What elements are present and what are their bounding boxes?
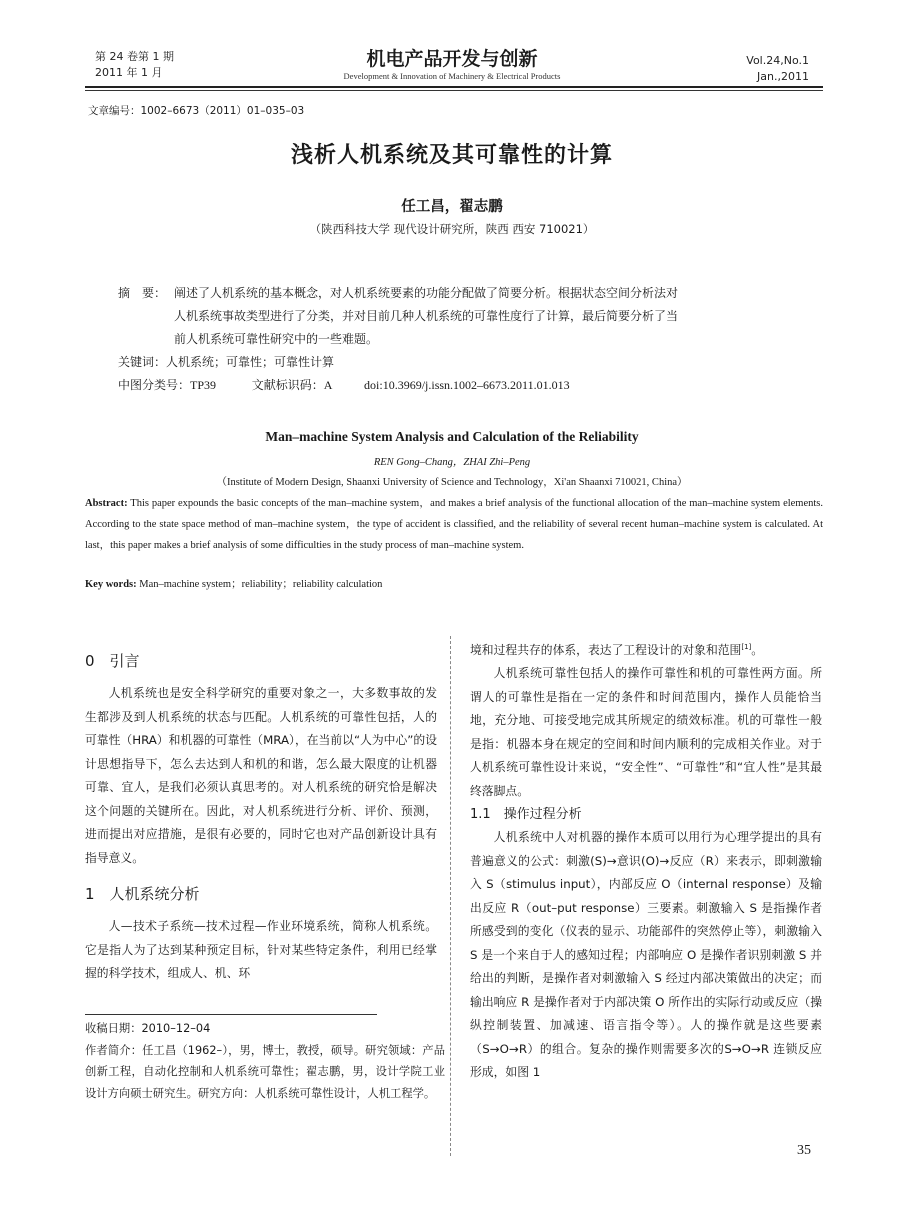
left-column bbox=[85, 646, 437, 986]
english-keywords-label: Key words: bbox=[85, 579, 137, 590]
abstract-line: 阐述了人机系统的基本概念，对人机系统要素的功能分配做了简要分析。根据状态空间分析法对 bbox=[174, 286, 679, 300]
english-authors: REN Gong–Chang，ZHAI Zhi–Peng bbox=[373, 457, 531, 468]
paragraph-end: 。 bbox=[751, 642, 764, 657]
column-divider bbox=[450, 636, 451, 1156]
abstract-label: 摘 要： bbox=[118, 286, 167, 300]
header-rule bbox=[85, 86, 823, 88]
journal-title-cn: 机电产品开发与创新 bbox=[366, 48, 538, 70]
section-heading: 1 人机系统分析 bbox=[85, 885, 200, 903]
keywords-label: 关键词： bbox=[118, 355, 167, 369]
doc-code-label: 文献标识码： bbox=[251, 378, 324, 392]
right-column bbox=[470, 636, 822, 1085]
english-abstract-label: Abstract: bbox=[85, 498, 128, 509]
received-date: 收稿日期：2010–12–04 bbox=[85, 1022, 211, 1035]
paragraph-text: 境和过程共存的体系，表达了工程设计的对象和范围 bbox=[470, 642, 742, 657]
page-number: 35 bbox=[797, 1143, 811, 1158]
author-bio: 作者简介：任工昌（1962–），男，博士，教授，硕导。研究领域：产品创新工程，自动化控制和人机系统可靠性；翟志鹏，男，设计学院工业设计方向硕士研究生。研究方向：人机系统可靠性设计，人机工程学。 bbox=[85, 1043, 445, 1100]
english-abstract bbox=[85, 493, 823, 556]
keywords-cn: 人机系统；可靠性；可靠性计算 bbox=[166, 355, 335, 369]
footnote-rule bbox=[85, 1014, 377, 1015]
paper-title: 浅析人机系统及其可靠性的计算 bbox=[290, 143, 613, 168]
paragraph: 人机系统中人对机器的操作本质可以用行为心理学提出的具有普遍意义的公式：刺激(S)→意识(O)→反应（R）来表示，即刺激输入 S（stimulus input），内部反应 O（internal response）及输出反应 R（out–put response）三要素。刺激输入 S 是指操作者所感受到的变化（仪表的显示、功能部件的突然停止等），刺激输入 S 是一个来自于人的感知过程；内部响应 O 是操作者识别刺激 S 并给出的判断，是操作者对刺激输入 S 经过内部决策做出的决定；而输出响应 R 是操作者对于内部决策 O 所作出的实际行动或反应（操纵控制装置、加减速、语言指令等）。人的操作就是这些要素（S→O→R）的组合。复杂的操作则需要多次的S→O→R 连锁反应形成，如图 1 bbox=[470, 830, 822, 1080]
date-en: Jan.,2011 bbox=[757, 70, 809, 83]
clc-code: TP39 bbox=[190, 378, 217, 392]
volume-issue-cn: 第 24 卷第 1 期 bbox=[95, 50, 174, 63]
paragraph: 人机系统也是安全科学研究的重要对象之一，大多数事故的发生都涉及到人机系统的状态与匹配。人机系统的可靠性包括，人的可靠性（HRA）和机器的可靠性（MRA），在当前以“人为中心”的设计思想指导下，怎么去达到人和机的和谐，怎么最大限度的让机器可靠、宜人，是我们必须认真思考的。对人机系统的研究恰是解决这个问题的关键所在。因此，对人机系统进行分析、评价、预测，进而提出对应措施，是很有必要的，同时它也对产品创新设计具有指导意义。 bbox=[85, 686, 437, 865]
doi: doi:10.3969/j.issn.1002–6673.2011.01.013 bbox=[364, 378, 570, 392]
abstract-line: 人机系统事故类型进行了分类，并对目前几种人机系统的可靠性度行了计算，最后简要分析了当 bbox=[174, 309, 679, 323]
affiliation: （陕西科技大学 现代设计研究所，陕西 西安 710021） bbox=[309, 222, 595, 236]
journal-title-en: Development & Innovation of Machinery & Electrical Products bbox=[343, 71, 561, 81]
section-heading: 0 引言 bbox=[85, 652, 140, 670]
abstract-line: 前人机系统可靠性研究中的一些难题。 bbox=[174, 332, 379, 346]
paragraph: 人—技术子系统—技术过程—作业环境系统，简称人机系统。它是指人为了达到某种预定目标，针对某些特定条件，利用已经掌握的科学技术，组成人、机、环 bbox=[85, 919, 437, 980]
authors: 任工昌，翟志鹏 bbox=[401, 199, 503, 215]
paragraph bbox=[470, 636, 822, 662]
article-number: 文章编号：1002–6673（2011）01–035–03 bbox=[88, 105, 305, 117]
header-rule-thin bbox=[85, 90, 823, 91]
english-keywords-text: Man–machine system；reliability；reliability calculation bbox=[139, 579, 383, 590]
english-title: Man–machine System Analysis and Calculation of the Reliability bbox=[265, 429, 639, 444]
paragraph: 人机系统可靠性包括人的操作可靠性和机的可靠性两方面。所谓人的可靠性是指在一定的条件和时间范围内，操作人员能恰当地，充分地、可接受地完成其所规定的绩效标准。机的可靠性一般是指：机器本身在规定的空间和时间内顺利的完成相关作业。对于人机系统可靠性设计来说，“安全性”、“可靠性”和“宜人性”是其最终落脚点。 bbox=[470, 666, 822, 798]
english-affiliation: （Institute of Modern Design, Shaanxi University of Science and Technology，Xi'an Shaanxi 710021, China） bbox=[216, 477, 688, 488]
clc-label: 中图分类号： bbox=[118, 378, 191, 392]
date-cn: 2011 年 1 月 bbox=[95, 66, 163, 79]
abstract-cn bbox=[118, 282, 800, 397]
english-keywords bbox=[85, 576, 823, 591]
citation-ref: [1] bbox=[741, 643, 752, 651]
doc-code: A bbox=[323, 378, 333, 392]
footnote bbox=[85, 1018, 445, 1104]
volume-issue-en: Vol.24,No.1 bbox=[746, 54, 809, 67]
subsection-heading: 1.1 操作过程分析 bbox=[470, 807, 582, 823]
english-abstract-text: This paper expounds the basic concepts of the man–machine system，and makes a brief analysis of the functional allocation of the man–machine system elements. According to the state space method of man–machine system，the type of accident is classified, and the reliability of several recent human–machine system is calculated. At last，this paper makes a brief analysis of some difficulties in the study process of man–machine system. bbox=[85, 498, 824, 551]
